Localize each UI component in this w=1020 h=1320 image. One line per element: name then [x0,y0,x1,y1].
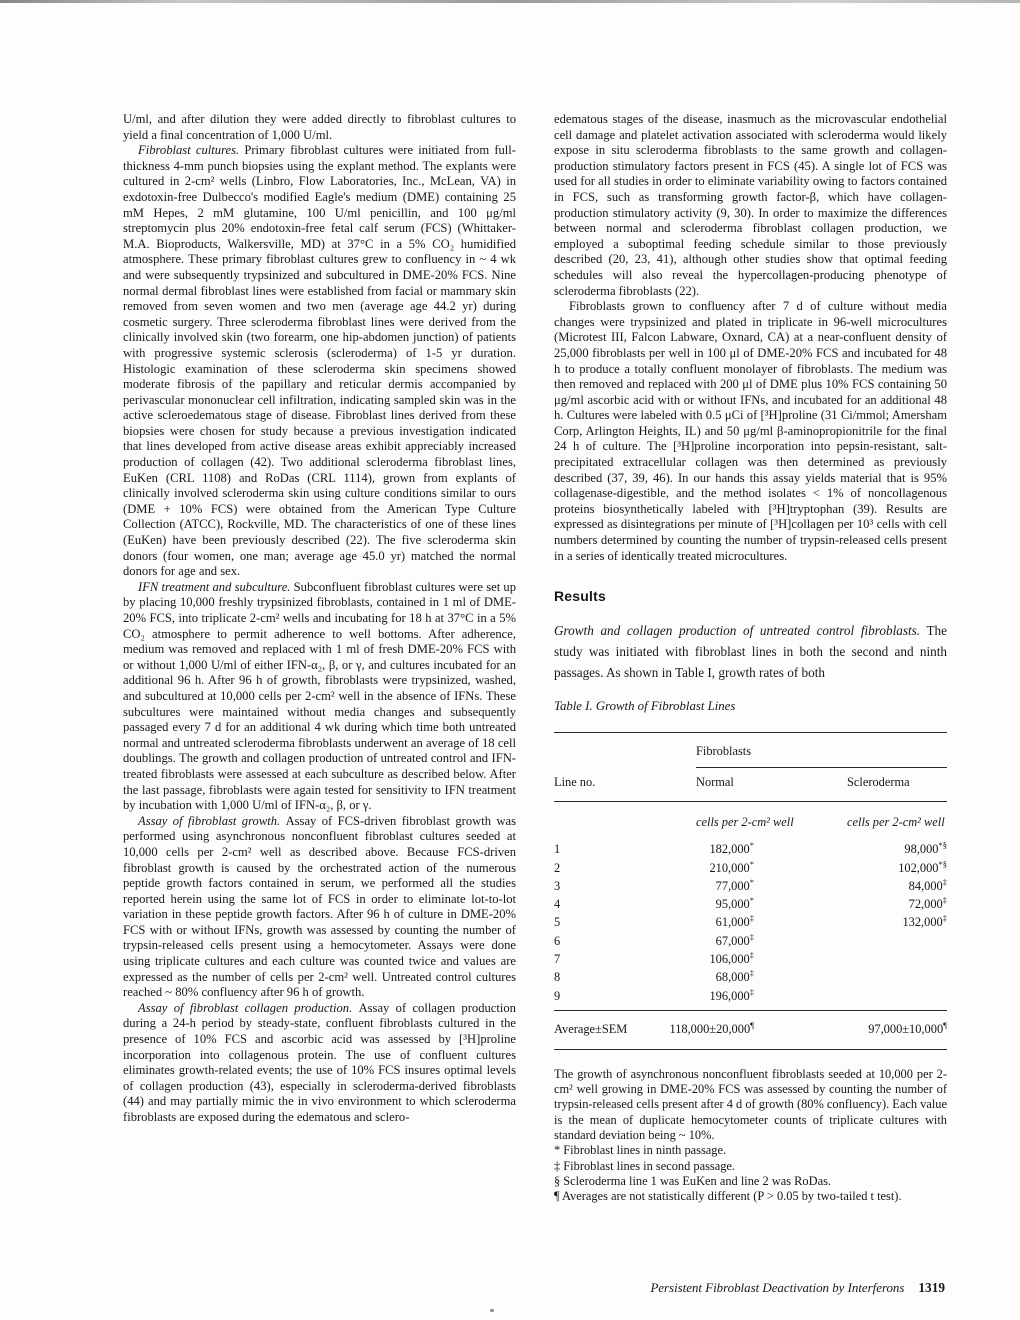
table-note: The growth of asynchronous nonconfluent fibroblasts seeded at 10,000 per 2-cm² well growing in DME-20% FCS was assessed by counting the number of trypsin-released cells present after 4 d of growth (80% confluency). Each value is the mean of duplicate hemocytometer counts of triplicate cultures with standard deviation being ~ 10%. [554,1066,947,1143]
table-notes [554,1067,947,1205]
table-note: * Fibroblast lines in ninth passage. [554,1143,727,1158]
table-rule [554,1010,947,1011]
paragraph: U/ml, and after dilution they were added directly to fibroblast cultures to yield a final concentration of 1,000 U/ml. [123,112,516,142]
cell-normal: 67,000‡ [715,931,754,948]
footnote-marker: ‡ [749,986,754,997]
footnote-marker: *§ [938,858,947,869]
results-heading: Results [554,588,606,605]
paragraph: IFN treatment and subculture. Subconfluent fibroblast cultures were set up by placing 10,000 freshly trypsinized fibroblasts, contained in 1 ml of DME-20% FCS, into triplicate 2-cm² wells and incubating for 18 h at 37°C in a 5% CO₂ atmosphere to permit adherence to well bottoms. After adherence, medium was removed and replaced with 1 ml of fresh DME-20% FCS with or without 1,000 U/ml of either IFN-α₂, β, or γ, and cultures incubated for an additional 96 h. After 96 h of growth, fibroblasts were trypsinized, washed, and subcultured at 10,000 cells per 2-cm² well in the absence of IFNs. These subcultures were maintained without media changes and subsequently passaged every 7 d for an additional 4 wk during which time both untreated normal and untreated scleroderma fibroblasts underwent an average of 18 cell doublings. The growth and collagen production of untreated control and IFN-treated fibroblasts were assessed at each subculture as described below. After the last passage, fibroblasts were again tested for sensitivity to IFN treatment by incubation with 1,000 U/ml of IFN-α₂, β, or γ. [123,579,516,813]
paragraph-lead: Fibroblast cultures. [138,143,245,158]
units-label-scleroderma: cells per 2-cm² well [847,815,945,830]
results-paragraph-text: The study was initiated with fibroblast lines in both the second and ninth passages. As shown in Table I, growth rates of both [554,623,947,681]
col-header-scleroderma: Scleroderma [847,775,910,790]
page-footer [0,1280,945,1296]
paragraph-lead: Assay of fibroblast growth. [138,813,286,828]
footnote-marker: ‡ [942,913,947,924]
paragraph-lead: IFN treatment and subculture. [138,579,294,594]
footnote-marker: *§ [938,840,947,851]
footnote-marker: * [749,876,754,887]
average-label: Average±SEM [554,1021,628,1036]
cell-normal: 77,000* [715,876,754,893]
cell-scleroderma: 84,000‡ [908,876,947,893]
footnote-marker: ‡ [942,876,947,887]
table-note: § Scleroderma line 1 was EuKen and line 2 was RoDas. [554,1173,831,1188]
cell-normal: 61,000‡ [715,913,754,930]
table-rule [554,801,947,802]
footnote-marker: ‡ [942,894,947,905]
col-header-normal: Normal [696,775,734,790]
footnote-marker: * [749,858,754,869]
average-scleroderma: 97,000±10,000¶ [868,1019,947,1036]
cell-line-no: 1 [554,842,561,857]
cell-normal: 95,000* [715,894,754,912]
paragraph: edematous stages of the disease, inasmuch as the microvascular endothelial cell damage and platelet activation associated with scleroderma would likely expose in situ scleroderma fibroblasts to the same growth and collagen-production stimulatory factors present in FCS (45). A single lot of FCS was used for all studies in order to eliminate variability owing to factors contained in FCS, such as transforming growth factor-β, which have collagen-production stimulatory activity (9, 30). In order to maximize the differences between normal and scleroderma fibroblast collagen production, we employed a suboptimal feeding schedule similar to those previously described (20, 23, 41), although other studies show that optimal feeding schedules will also reveal the hypercollagen-producing phenotype of scleroderma fibroblasts (22). [554,112,947,298]
table-group-header: Fibroblasts [696,744,752,759]
page-number: 1319 [918,1280,945,1295]
paragraph: Assay of fibroblast growth. Assay of FCS-driven fibroblast growth was performed using asynchronous nonconfluent fibroblast cultures seeded at 10,000 cells per 2-cm² well as described above. Because FCS-driven fibroblast growth is caused by the orchestrated action of the numerous peptide growth factors contained in serum, we performed all the studies reported herein using the same lot of FCS in order to eliminate lot-to-lot variation in these peptide growth factors. After 96 h of culture in DME-20% FCS with or without IFNs, growth was assessed by counting the number of trypsin-released cells present using a hemocytometer. Assays were done using triplicate cultures and each culture was counted twice and values are expressed as the number of cells per 2-cm² well. Untreated control cultures reached ~ 80% confluency after 96 h of growth. [123,813,516,1000]
cell-normal: 210,000* [709,858,754,875]
footnote-marker: ¶ [750,1019,754,1030]
units-label-normal: cells per 2-cm² well [696,815,794,830]
average-normal: 118,000±20,000¶ [669,1019,754,1036]
paragraph: Assay of fibroblast collagen production. Assay of collagen production during a 24-h period by steady-state, confluent fibroblasts cultured in the presence of 10% FCS and ascorbic acid was assessed by [³H]proline incorporation into collagenous protein. The use of confluent cultures eliminates growth-related events; the use of 10% FCS insures optimal levels of collagen production (43), especially in scleroderma-derived fibroblasts (44) and may partially mimic the in vivo environment to which scleroderma fibroblasts are exposed during the edematous and sclero- [123,1000,516,1124]
right-column [554,112,947,1205]
running-title: Persistent Fibroblast Deactivation by Interferons [650,1281,905,1295]
table-note: ¶ Averages are not statistically different (P > 0.05 by two-tailed t test). [554,1189,902,1204]
cell-normal: 106,000‡ [709,949,754,966]
table-rule [554,732,947,733]
cell-normal: 196,000‡ [709,986,754,1003]
two-column-layout [123,112,947,1205]
footnote-marker: ‡ [749,913,754,924]
table-grid [554,727,947,1055]
left-column [123,112,516,1126]
cell-line-no: 9 [554,988,561,1003]
col-header-line-no: Line no. [554,775,596,790]
cell-line-no: 5 [554,915,561,930]
table-caption: Table I. Growth of Fibroblast Lines [554,699,736,714]
cell-line-no: 4 [554,897,561,912]
cell-line-no: 6 [554,933,561,948]
table-1 [554,699,947,1204]
results-paragraph-lead: Growth and collagen production of untreated control fibroblasts. [554,623,921,639]
footnote-marker: ‡ [749,968,754,979]
scan-edge-artifact [0,0,1020,3]
footnote-marker: ‡ [749,931,754,942]
cell-scleroderma: 98,000*§ [904,840,947,857]
paragraph: Fibroblasts grown to confluency after 7 d of culture without media changes were trypsinized and plated in triplicate in 96-well microcultures (Microtest III, Falcon Labware, Oxnard, CA) at a near-confluent density of 25,000 fibroblasts per well in 100 μl of DME-20% FCS and incubated for 48 h to produce a totally confluent monolayer of fibroblasts. The medium was then removed and replaced with 200 μl of DME plus 10% FCS containing 50 μg/ml ascorbic acid with or without IFNs, and incubated for an additional 48 h. Cultures were labeled with 0.5 μCi of [³H]proline (31 Ci/mmol; Amersham Corp, Arlington Heights, IL) and 50 μg/ml β-aminopropionitrile for the final 24 h of culture. The [³H]proline incorporation into pepsin-resistant, salt-precipitated extracellular collagen was then determined as previously described (37, 39, 46). In our hands this assay yields material that is 95% collagenase-digestible, and the method isolates < 1% of noncollagenous proteins biosynthetically labeled with [³H]tryptophan (39). Results are expressed as disintegrations per minute of [³H]collagen per 10³ cells with cell numbers determined by counting the number of trypsin-released cells present in a series of identically treated microcultures. [554,299,947,563]
table-rule [554,1049,947,1050]
paragraph-lead: Assay of fibroblast collagen production. [138,1000,359,1015]
cell-scleroderma: 72,000‡ [908,894,947,912]
cell-normal: 182,000* [709,840,754,857]
footnote-marker: * [749,894,754,905]
paragraph: Fibroblast cultures. Primary fibroblast cultures were initiated from full-thickness 4-mm punch biopsies using the explant method. The explants were cultured in 2-cm² wells (Linbro, Flow Laboratories, Inc., McLean, VA) in exdotoxin-free Dulbecco's modified Eagle's medium (DME) containing 25 mM Hepes, 2 mM glutamine, 100 U/ml penicillin, and 100 μg/ml streptomycin plus 20% endotoxin-free fetal calf serum (FCS) (Whittaker-M.A. Bioproducts, Walkersville, MD) at 37°C in a 5% CO₂ humidified atmosphere. These primary fibroblast cultures grew to confluency in ~ 4 wk and were subsequently trypsinized and subcultured in DME-20% FCS. Nine normal dermal fibroblast lines were established from facial or mammary skin removed from seven women and two men (average age 44.2 yr) during cosmetic surgery. Three scleroderma fibroblast lines were derived from the clinically involved skin (two forearm, one hip-abdomen junction) of patients with progressive systemic sclerosis (scleroderma) of 1-5 yr duration. Histologic examination of these scleroderma skin specimens showed moderate fibrosis of the papillary and reticular dermis accompanied by perivascular mononuclear cell infiltration, indicating sampled skin was in the active scleroedematous stage of disease. Fibroblast lines derived from these biopsies were chosen for study because a previous investigation indicated that lines developed from active disease areas exhibit appreciably increased production of collagen (42). Two additional scleroderma fibroblast lines, EuKen (CRL 1108) and RoDas (CRL 1114), grown from explants of clinically involved scleroderma skin using culture conditions similar to ours (DME + 10% FCS) were obtained from the American Type Culture Collection (ATCC), Rockville, MD. The characteristics of one of these lines (EuKen) have been previously described (22). The five scleroderma skin donors (four women, one man; average age 45.0 yr) matched the normal donors for age and sex. [123,143,516,579]
cell-normal: 68,000‡ [715,968,754,985]
cell-line-no: 8 [554,970,561,985]
footnote-marker: * [749,840,754,851]
footnote-marker: ‡ [749,949,754,960]
table-note: ‡ Fibroblast lines in second passage. [554,1158,736,1173]
footnote-marker: ¶ [943,1019,947,1030]
methods-continued [554,112,947,564]
scan-speck [490,1309,494,1312]
cell-scleroderma: 102,000*§ [898,858,947,875]
cell-line-no: 2 [554,860,561,875]
cell-line-no: 7 [554,952,561,966]
cell-line-no: 3 [554,878,561,893]
results-paragraph [554,620,947,683]
cell-scleroderma: 132,000‡ [902,913,947,930]
